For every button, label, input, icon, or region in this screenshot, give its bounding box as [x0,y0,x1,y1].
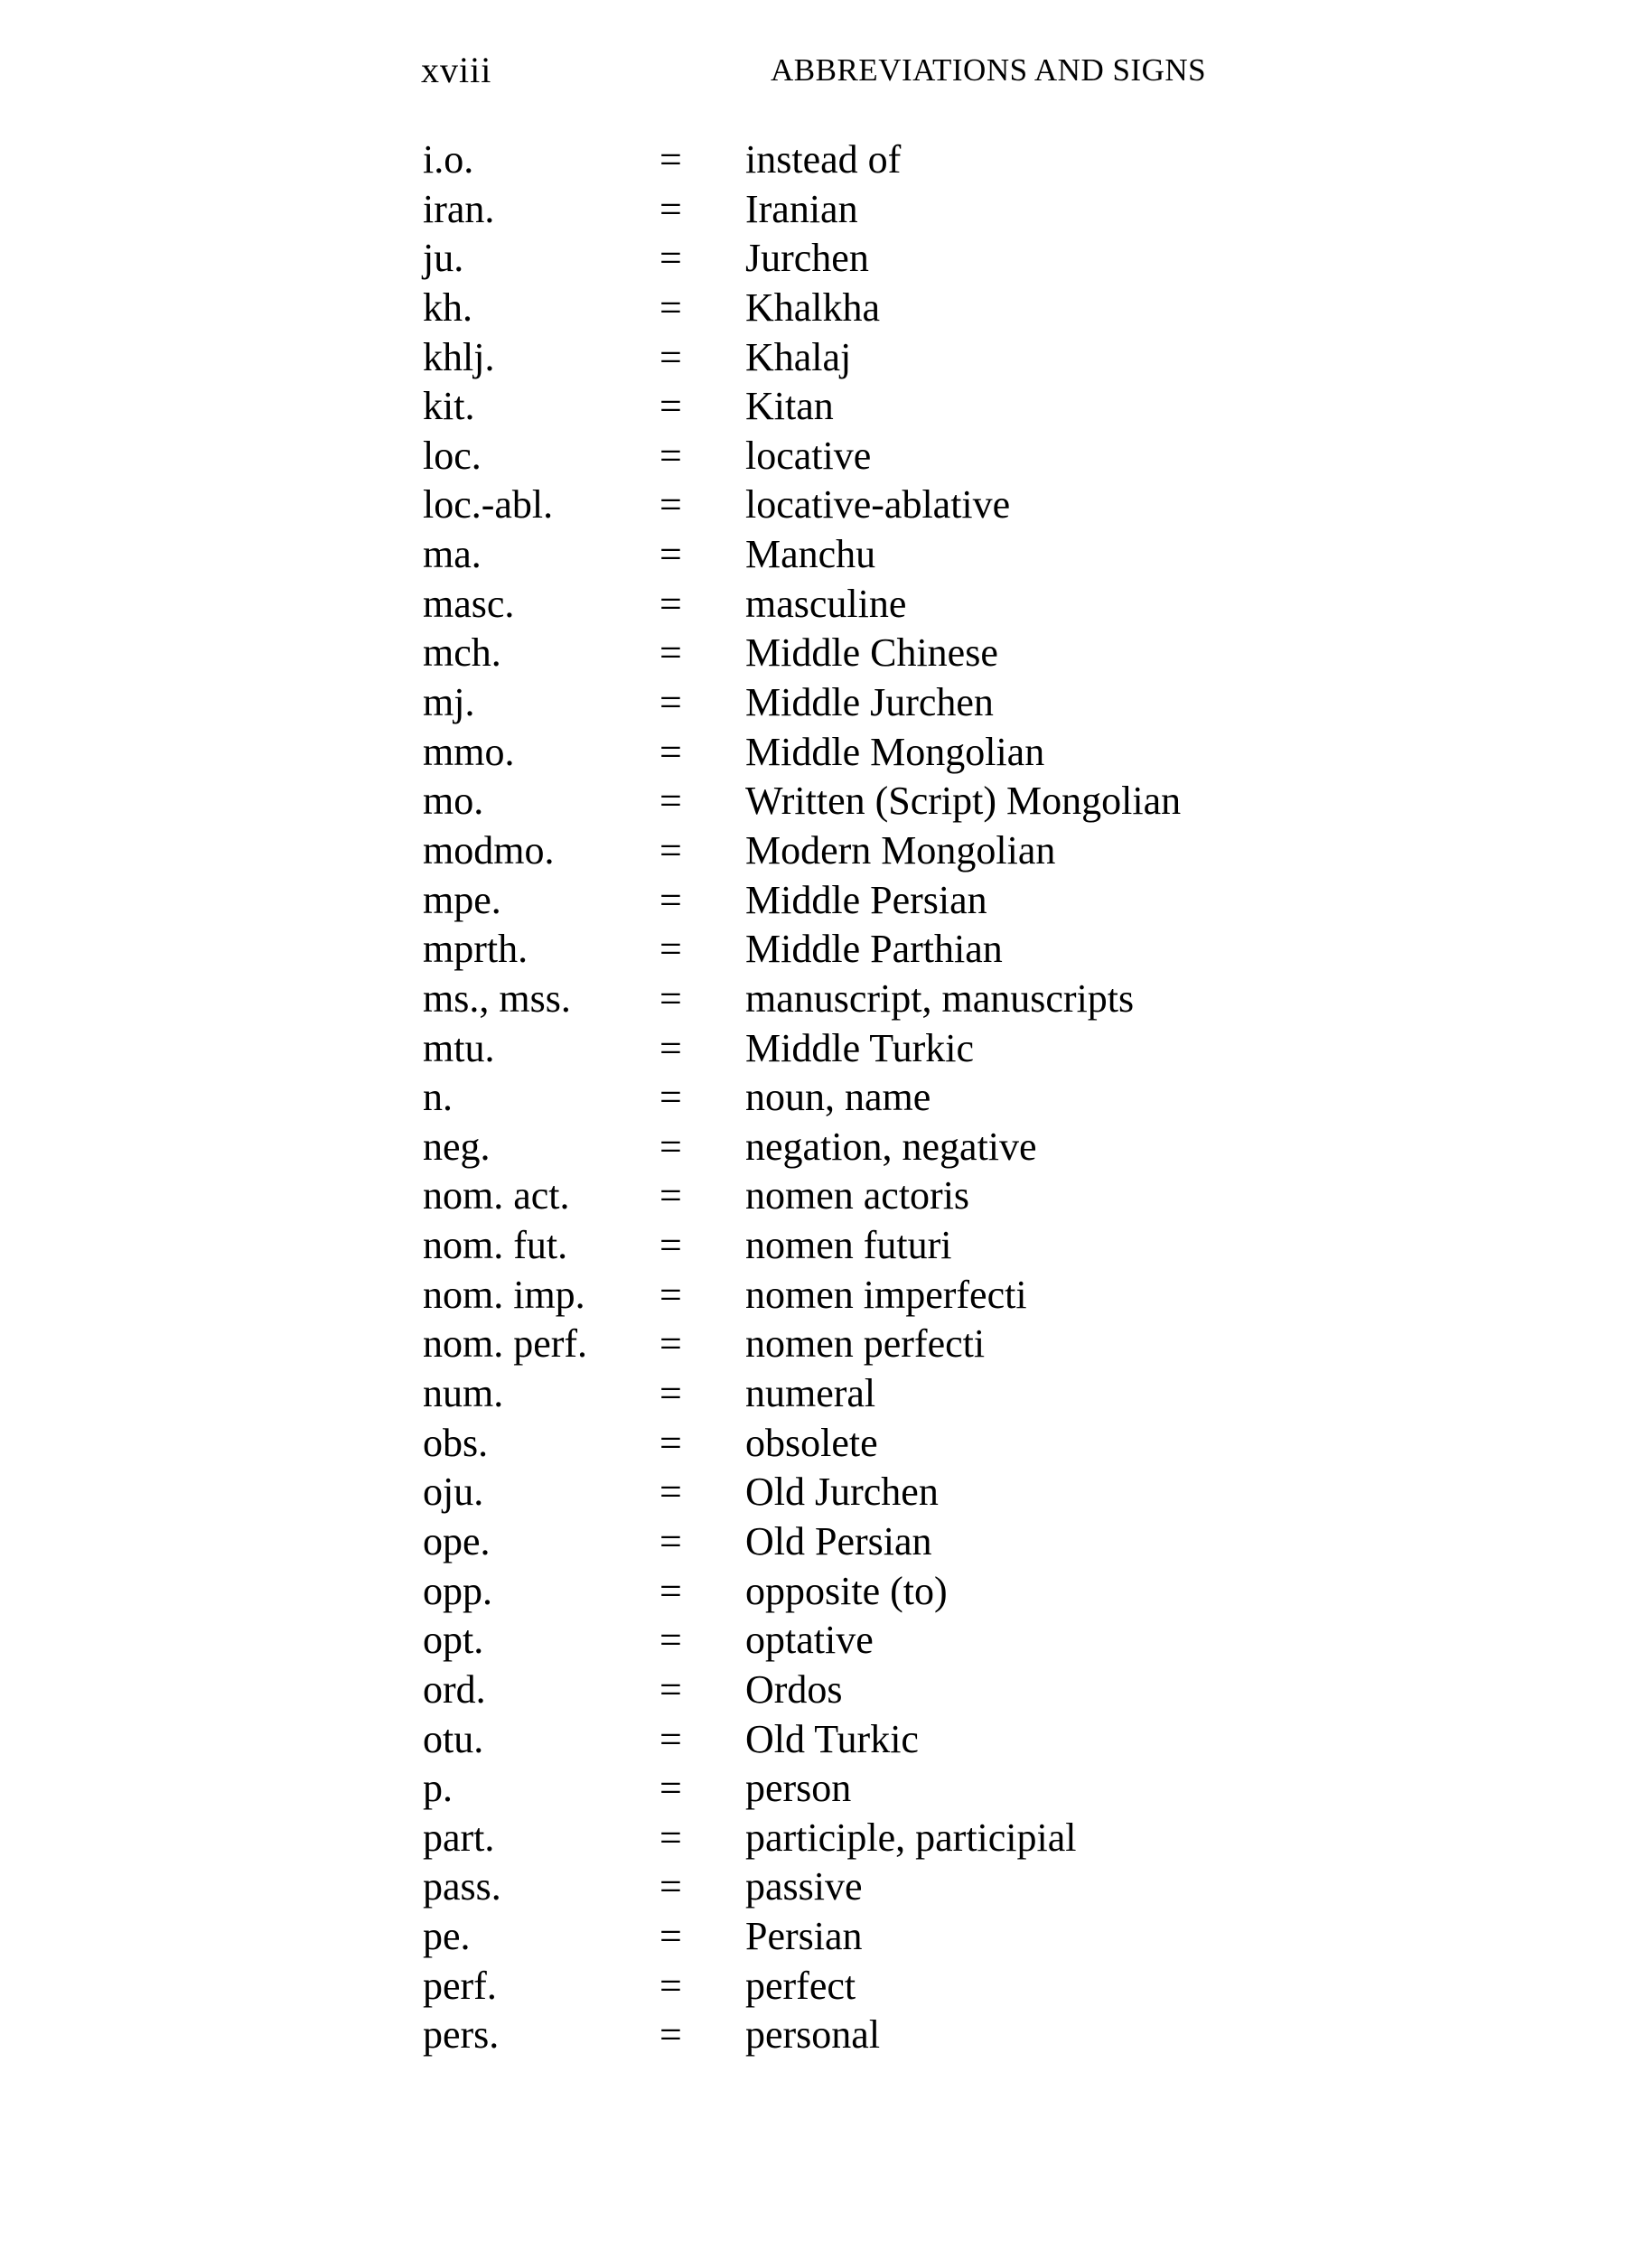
abbreviation-term: ms., mss. [423,975,571,1021]
abbreviation-entry [0,678,1646,728]
abbreviation-meaning: Written (Script) Mongolian [745,779,1182,824]
abbreviation-list [0,135,1646,2060]
abbreviation-entry [0,135,1646,185]
abbreviation-entry [0,1517,1646,1567]
abbreviation-meaning: Modern Mongolian [745,827,1056,873]
equals-sign: = [659,1766,682,1811]
abbreviation-meaning: Old Jurchen [745,1470,939,1515]
equals-sign: = [659,581,682,626]
equals-sign: = [659,1518,682,1563]
abbreviation-term: kh. [423,285,472,330]
abbreviation-meaning: locative-ablative [745,482,1011,527]
equals-sign: = [659,285,682,330]
abbreviation-term: mj. [423,680,475,725]
abbreviation-meaning: Khalaj [745,334,852,379]
abbreviation-term: nom. perf. [423,1321,588,1367]
abbreviation-term: mtu. [423,1025,495,1070]
abbreviation-meaning: Middle Jurchen [745,680,994,725]
abbreviation-meaning: Ordos [745,1666,843,1712]
abbreviation-entry [0,1369,1646,1419]
abbreviation-entry [0,629,1646,678]
equals-sign: = [659,1470,682,1515]
equals-sign: = [659,1025,682,1070]
equals-sign: = [659,1618,682,1663]
equals-sign: = [659,827,682,873]
abbreviation-meaning: opposite (to) [745,1568,948,1613]
abbreviation-entry [0,728,1646,778]
abbreviation-entry [0,2011,1646,2060]
abbreviation-meaning: Kitan [745,384,834,429]
abbreviation-entry [0,481,1646,530]
abbreviation-entry [0,382,1646,432]
abbreviation-entry [0,826,1646,876]
abbreviation-entry [0,1221,1646,1271]
abbreviation-term: khlj. [423,334,495,379]
abbreviation-term: kit. [423,384,475,429]
abbreviation-term: masc. [423,581,515,626]
abbreviation-meaning: manuscript, manuscripts [745,975,1135,1021]
abbreviation-term: pers. [423,2012,500,2058]
abbreviation-entry [0,876,1646,926]
abbreviation-meaning: nomen futuri [745,1223,952,1268]
abbreviation-entry [0,234,1646,284]
abbreviation-entry [0,1171,1646,1221]
equals-sign: = [659,680,682,725]
abbreviation-entry [0,1715,1646,1765]
abbreviation-meaning: Khalkha [745,285,881,330]
equals-sign: = [659,1075,682,1120]
abbreviation-term: ope. [423,1518,491,1563]
abbreviation-term: mo. [423,779,484,824]
abbreviation-meaning: participle, participial [745,1815,1077,1860]
abbreviation-term: num. [423,1371,504,1416]
equals-sign: = [659,779,682,824]
equals-sign: = [659,334,682,379]
abbreviation-term: i.o. [423,137,474,182]
abbreviation-term: ju. [423,236,464,281]
abbreviation-entry [0,530,1646,580]
abbreviation-meaning: Middle Turkic [745,1025,975,1070]
abbreviation-entry [0,432,1646,481]
abbreviation-meaning: optative [745,1618,874,1663]
equals-sign: = [659,729,682,774]
abbreviation-term: opp. [423,1568,492,1613]
equals-sign: = [659,1321,682,1367]
equals-sign: = [659,1815,682,1860]
abbreviation-term: p. [423,1766,453,1811]
abbreviation-entry [0,975,1646,1024]
abbreviation-meaning: nomen actoris [745,1173,970,1218]
abbreviation-meaning: Manchu [745,532,876,577]
equals-sign: = [659,482,682,527]
abbreviation-term: mprth. [423,927,528,972]
abbreviation-entry [0,1123,1646,1172]
abbreviation-entry [0,1073,1646,1123]
equals-sign: = [659,927,682,972]
abbreviation-entry [0,284,1646,333]
abbreviation-meaning: personal [745,2012,881,2058]
abbreviation-entry [0,1814,1646,1863]
abbreviation-term: otu. [423,1716,484,1761]
equals-sign: = [659,1371,682,1416]
equals-sign: = [659,2012,682,2058]
abbreviation-meaning: Middle Parthian [745,927,1003,972]
abbreviation-entry [0,1419,1646,1469]
abbreviation-meaning: Iranian [745,186,858,231]
equals-sign: = [659,630,682,676]
abbreviation-meaning: Middle Mongolian [745,729,1045,774]
abbreviation-meaning: nomen perfecti [745,1321,986,1367]
equals-sign: = [659,1272,682,1317]
abbreviation-term: ma. [423,532,482,577]
page-number: xviii [421,50,492,90]
abbreviation-term: opt. [423,1618,484,1663]
equals-sign: = [659,975,682,1021]
abbreviation-term: mmo. [423,729,515,774]
abbreviation-meaning: noun, name [745,1075,931,1120]
abbreviation-entry [0,1024,1646,1074]
running-title: ABBREVIATIONS AND SIGNS [771,52,1207,88]
abbreviation-term: n. [423,1075,453,1120]
abbreviation-meaning: perfect [745,1963,856,2008]
abbreviation-meaning: obsolete [745,1420,878,1465]
equals-sign: = [659,433,682,478]
abbreviation-entry [0,925,1646,975]
abbreviation-entry [0,333,1646,383]
abbreviation-meaning: numeral [745,1371,876,1416]
equals-sign: = [659,384,682,429]
abbreviation-meaning: Persian [745,1914,863,1959]
abbreviation-meaning: Jurchen [745,236,869,281]
abbreviation-term: part. [423,1815,495,1860]
abbreviation-entry [0,1912,1646,1962]
equals-sign: = [659,877,682,922]
abbreviation-entry [0,777,1646,826]
abbreviation-meaning: passive [745,1864,863,1909]
abbreviation-term: nom. imp. [423,1272,585,1317]
abbreviation-term: perf. [423,1963,497,2008]
abbreviation-meaning: Old Turkic [745,1716,919,1761]
abbreviation-meaning: instead of [745,137,902,182]
abbreviation-term: obs. [423,1420,489,1465]
abbreviation-term: mpe. [423,877,501,922]
equals-sign: = [659,1124,682,1169]
abbreviation-term: pass. [423,1864,501,1909]
abbreviation-meaning: person [745,1766,852,1811]
abbreviation-entry [0,1764,1646,1814]
equals-sign: = [659,1420,682,1465]
equals-sign: = [659,1666,682,1712]
abbreviation-term: mch. [423,630,501,676]
equals-sign: = [659,1963,682,2008]
equals-sign: = [659,1864,682,1909]
abbreviation-meaning: Old Persian [745,1518,932,1563]
equals-sign: = [659,1568,682,1613]
abbreviation-meaning: locative [745,433,872,478]
abbreviation-term: neg. [423,1124,491,1169]
abbreviation-term: nom. act. [423,1173,570,1218]
abbreviation-term: modmo. [423,827,555,873]
abbreviation-term: nom. fut. [423,1223,568,1268]
equals-sign: = [659,1914,682,1959]
abbreviation-entry [0,1468,1646,1517]
abbreviation-entry [0,1962,1646,2011]
abbreviation-entry [0,1616,1646,1666]
abbreviation-meaning: Middle Persian [745,877,987,922]
abbreviation-entry [0,1862,1646,1912]
equals-sign: = [659,1173,682,1218]
equals-sign: = [659,236,682,281]
abbreviation-meaning: negation, negative [745,1124,1037,1169]
abbreviation-entry [0,1271,1646,1321]
abbreviation-entry [0,185,1646,235]
abbreviation-term: ord. [423,1666,486,1712]
abbreviation-term: pe. [423,1914,471,1959]
abbreviation-entry [0,580,1646,630]
abbreviation-meaning: nomen imperfecti [745,1272,1027,1317]
abbreviation-entry [0,1567,1646,1617]
equals-sign: = [659,137,682,182]
equals-sign: = [659,1716,682,1761]
abbreviation-meaning: masculine [745,581,907,626]
abbreviation-term: loc.-abl. [423,482,554,527]
equals-sign: = [659,1223,682,1268]
abbreviation-entry [0,1320,1646,1369]
abbreviation-entry [0,1666,1646,1715]
abbreviation-meaning: Middle Chinese [745,630,998,676]
abbreviation-term: oju. [423,1470,484,1515]
equals-sign: = [659,532,682,577]
abbreviation-term: loc. [423,433,482,478]
equals-sign: = [659,186,682,231]
abbreviation-term: iran. [423,186,495,231]
